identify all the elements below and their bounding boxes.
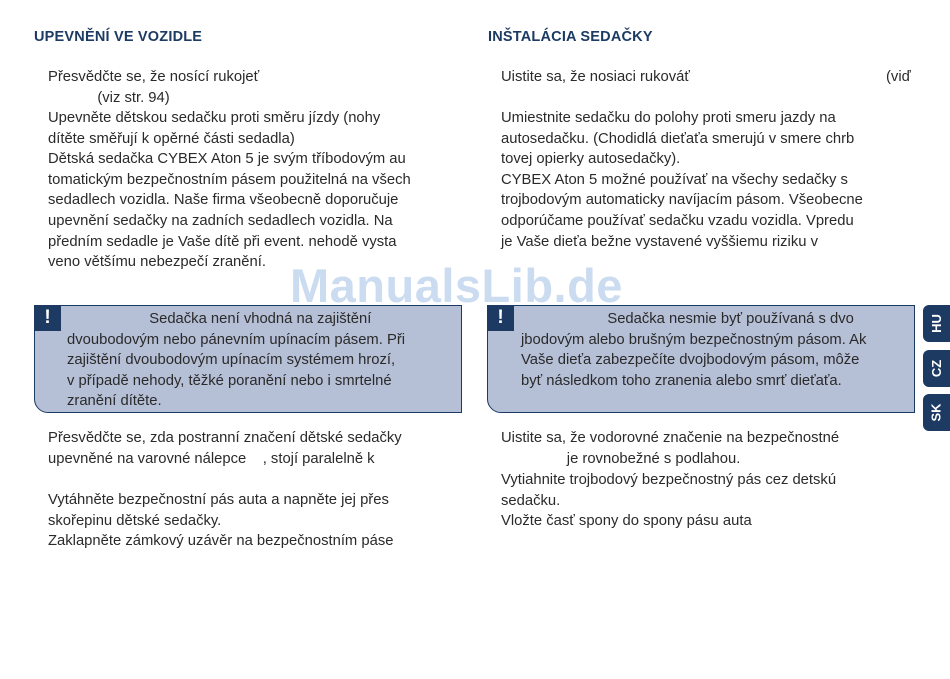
left-intro: Přesvědčte se, že nosící rukojeť (viz str. 94) (48, 69, 260, 106)
language-tab-cz[interactable] (923, 350, 950, 387)
left-steps: Vytáhněte bezpečnostní pás auta a napněte jej přes skořepinu dětské sedačky. Zaklapněte zámkový uzávěr na bezpečnostním páse (48, 492, 394, 550)
right-heading: INŠTALÁCIA SEDAČKY (488, 29, 653, 45)
language-tab-sk[interactable] (923, 394, 950, 431)
language-tab-label: HU (929, 314, 944, 333)
right-intro: Uistite sa, že nosiaci rukováť (501, 69, 690, 85)
watermark: ManualsLib.de (290, 259, 623, 312)
right-steps: Vytiahnite trojbodový bezpečnostný pás cez detskú sedačku. Vložte časť spony do spony pásu auta (501, 472, 837, 530)
warning-icon: ! (34, 305, 61, 331)
right-warning-box (487, 305, 915, 413)
left-warning-text: Sedačka není vhodná na zajištění dvoubodovým nebo pánevním upínacím pásem. Při zajištění dvoubodovým upínacím systémem hrozí, v případě nehody, těžké poranění nebo i smrtelné zranění dítěte. (67, 311, 406, 410)
left-heading: UPEVNĚNÍ VE VOZIDLE (34, 29, 203, 45)
left-warning-box (34, 305, 462, 413)
left-body: Upevněte dětskou sedačku proti směru jízdy (nohy dítěte směřují k opěrné části sedadla) Dětská sedačka CYBEX Aton 5 je svým tříbodovým au tomatickým bezpečnostním pásem použitelná na všech sedadlech vozidla. Naše firma všeobecně doporučuje upevnění sedačky na zadních sedadlech vozidla. Na předním sedadle je Vaše dítě při event. nehodě vysta veno většímu nebezpečí zranění. (48, 110, 411, 271)
right-intro-ref: (viď (886, 69, 911, 85)
right-body: Umiestnite sedačku do polohy proti smeru jazdy na autosedačku. (Chodidlá dieťaťa smerujú v smere chrb tovej opierky autosedačky). CYBEX Aton 5 možné používať na všechy sedačky s trojbodovým automaticky navíjacím pásom. Všeobecne odporúčame používať sedačku vzadu vozidla. Vpredu je Vaše dieťa bežne vystavené vyššiemu riziku v (501, 110, 863, 250)
language-tab-hu[interactable] (923, 305, 950, 342)
left-marking-text: Přesvědčte se, zda postranní značení dětské sedačky upevněné na varovné nálepce , stojí paralelně k (48, 430, 402, 467)
right-marking-text: Uistite sa, že vodorovné značenie na bezpečnostné je rovnobežné s podlahou. (501, 430, 840, 467)
language-tab-label: SK (929, 403, 944, 422)
warning-icon: ! (487, 305, 514, 331)
language-tab-label: CZ (929, 359, 944, 378)
right-warning-text: Sedačka nesmie byť používaná s dvo jbodovým alebo brušným bezpečnostným pásom. Ak Vaše dieťa zabezpečíte dvojbodovým pásom, môže byť následkom toho zranenia alebo smrť dieťaťa. (521, 311, 867, 389)
